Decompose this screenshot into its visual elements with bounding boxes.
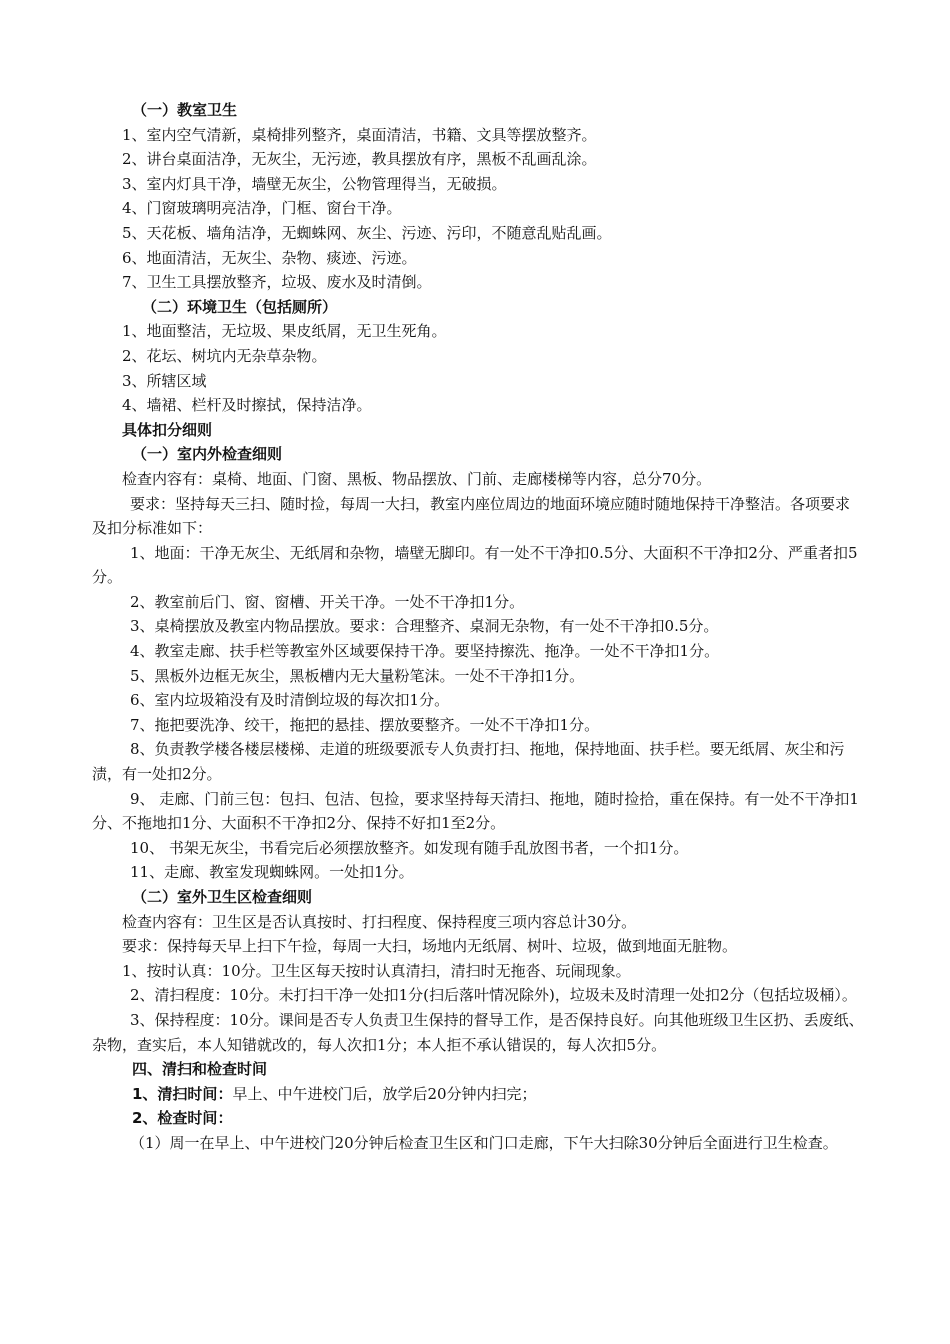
paragraph: 检查内容有：桌椅、地面、门窗、黑板、物品摆放、门前、走廊楼梯等内容，总分70分。 [122, 469, 712, 488]
paragraph: 4、教室走廊、扶手栏等教室外区域要保持干净。要坚持擦洗、拖净。一处不干净扣1分。 [130, 642, 720, 661]
paragraph: 1、地面整洁，无垃圾、果皮纸屑，无卫生死角。 [122, 322, 447, 341]
paragraph: 4、墙裙、栏杆及时擦拭，保持洁净。 [122, 396, 372, 415]
heading-indoor-outdoor-rules: （一）室内外检查细则 [132, 445, 283, 464]
paragraph: 1、室内空气清新，桌椅排列整齐，桌面清洁，书籍、文具等摆放整齐。 [122, 125, 597, 144]
heading-classroom-hygiene: （一）教室卫生 [132, 101, 238, 119]
paragraph: 10、 书架无灰尘，书看完后必须摆放整齐。如发现有随手乱放图书者，一个扣1分。 [130, 838, 689, 857]
heading-environment-hygiene: （二）环境卫生（包括厕所） [142, 297, 338, 316]
paragraph: 5、黑板外边框无灰尘，黑板槽内无大量粉笔沫。一处不干净扣1分。 [130, 666, 585, 685]
paragraph: 3、桌椅摆放及教室内物品摆放。要求：合理整齐、桌洞无杂物，有一处不干净扣0.5分。 [130, 617, 719, 636]
paragraph: 4、门窗玻璃明亮洁净，门框、窗台干净。 [122, 199, 402, 218]
paragraph: 3、室内灯具干净，墙壁无灰尘，公物管理得当，无破损。 [122, 174, 507, 193]
heading-deduction-rules: 具体扣分细则 [122, 420, 213, 439]
paragraph: （1）周一在早上、中午进校门20分钟后检查卫生区和门口走廊，下午大扫除30分钟后全面进行卫生检查。 [130, 1133, 838, 1152]
paragraph: 9、 走廊、门前三包：包扫、包洁、包捡，要求坚持每天清扫、拖地，随时捡拾，重在保持。有一处不干净扣1分、不拖地扣1分、大面积不干净扣2分、保持不好扣1至2分。 [92, 789, 859, 833]
paragraph: 6、地面清洁，无灰尘、杂物、痰迹、污迹。 [122, 248, 417, 267]
paragraph: 8、负责教学楼各楼层楼梯、走道的班级要派专人负责打扫、拖地，保持地面、扶手栏。要无纸屑、灰尘和污渍，有一处扣2分。 [92, 740, 845, 784]
paragraph: 7、拖把要洗净、绞干，拖把的悬挂、摆放要整齐。一处不干净扣1分。 [130, 715, 600, 734]
paragraph: 5、天花板、墙角洁净，无蜘蛛网、灰尘、污迹、污印，不随意乱贴乱画。 [122, 223, 612, 242]
heading-inspection-time: 2、检查时间： [132, 1109, 233, 1128]
label-cleaning-time: 1、清扫时间： [132, 1084, 233, 1103]
paragraph-cleaning-time [92, 1082, 864, 1107]
value-cleaning-time: 早上、中午进校门后，放学后20分钟内扫完； [232, 1084, 537, 1103]
heading-outdoor-area-rules: （二）室外卫生区检查细则 [132, 888, 313, 906]
paragraph: 要求：保持每天早上扫下午捡，每周一大扫，场地内无纸屑、树叶、垃圾，做到地面无脏物。 [122, 937, 738, 956]
paragraph: 2、教室前后门、窗、窗槽、开关干净。一处不干净扣1分。 [130, 592, 525, 611]
heading-cleaning-inspection-time: 四、清扫和检查时间 [132, 1060, 268, 1079]
paragraph: 2、清扫程度：10分。未打扫干净一处扣1分(扫后落叶情况除外)，垃圾未及时清理一处扣2分（包括垃圾桶）。 [130, 986, 857, 1005]
paragraph: 1、按时认真：10分。卫生区每天按时认真清扫，清扫时无拖沓、玩闹现象。 [122, 961, 631, 980]
paragraph: 11、走廊、教室发现蜘蛛网。一处扣1分。 [130, 863, 414, 882]
paragraph: 3、保持程度：10分。课间是否专人负责卫生保持的督导工作，是否保持良好。向其他班级卫生区扔、丢废纸、杂物，查实后，本人知错就改的，每人次扣1分；本人拒不承认错误的，每人次扣5分。 [92, 1010, 864, 1054]
paragraph: 2、花坛、树坑内无杂草杂物。 [122, 346, 327, 365]
paragraph: 要求：坚持每天三扫、随时捡，每周一大扫，教室内座位周边的地面环境应随时随地保持干净整洁。各项要求及扣分标准如下： [92, 494, 851, 538]
paragraph: 1、地面：干净无灰尘、无纸屑和杂物，墙壁无脚印。有一处不干净扣0.5分、大面积不干净扣2分、严重者扣5分。 [92, 543, 858, 587]
paragraph: 2、讲台桌面洁净，无灰尘，无污迹，教具摆放有序，黑板不乱画乱涂。 [122, 150, 597, 169]
paragraph: 7、卫生工具摆放整齐，垃圾、废水及时清倒。 [122, 273, 432, 292]
paragraph: 3、所辖区域 [122, 371, 207, 390]
document-page [92, 98, 864, 1156]
paragraph: 6、室内垃圾箱没有及时清倒垃圾的每次扣1分。 [130, 691, 450, 710]
paragraph: 检查内容有：卫生区是否认真按时、打扫程度、保持程度三项内容总计30分。 [122, 912, 637, 931]
